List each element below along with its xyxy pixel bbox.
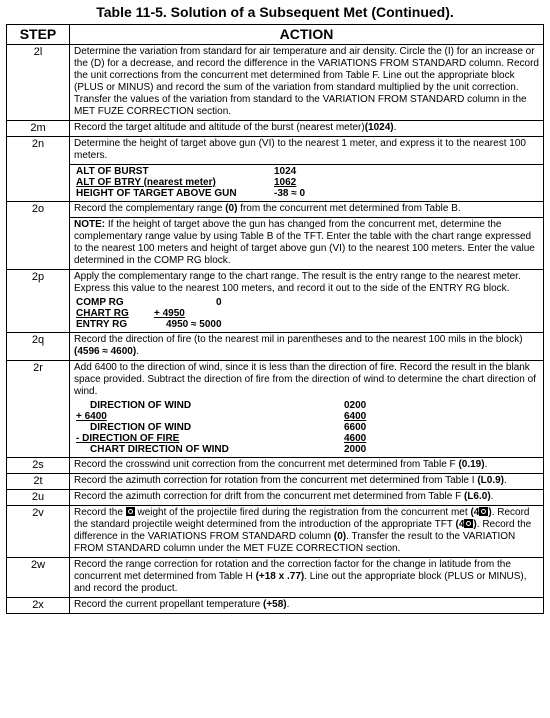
action-text-part: from the concurrent met determined from Table B. — [237, 203, 461, 214]
action-text — [70, 361, 544, 458]
table-row — [7, 361, 544, 458]
action-text-part: . Record the difference in the VARIATIONS FROM STANDARD column — [74, 519, 532, 542]
table-row — [7, 333, 544, 361]
action-value: (4 — [470, 507, 480, 518]
square-weight-symbol-icon — [464, 519, 473, 528]
step-number: 2n — [7, 137, 70, 202]
calc-label: COMP RG — [76, 297, 124, 308]
action-text-part: Record the — [74, 507, 126, 518]
note-label: NOTE: — [74, 219, 106, 230]
calc-value: 1062 — [274, 177, 297, 188]
action-text: Determine the variation from standard for air temperature and air density. Circle the (I) for an increase or the (D) for a decrease, and record the difference in the VARIATIONS FROM STANDARD column. Record the unit corrections from the concurrent met determined from Table F. Line out the appropriate block (PLUS or MINUS) and record the sum of the variation from standard multiplied by the unit correction. Transfer the values of the variation from standard to the VARIATION FROM STANDARD column in the MET FUZE CORRECTION section. — [70, 45, 544, 121]
calc-value: 4950 ≈ 5000 — [166, 319, 222, 330]
table-row — [7, 474, 544, 490]
action-value: ) — [488, 507, 492, 518]
calc-label: CHART RG — [76, 308, 129, 319]
action-text-part: weight of the projectile fired during the registration from the concurrent met — [134, 507, 471, 518]
action-value: (+18 x .77) — [255, 571, 305, 582]
action-text-part: . — [136, 346, 139, 357]
table-row — [7, 270, 544, 333]
action-value: (1024) — [364, 122, 394, 133]
action-value: (0) — [225, 203, 238, 214]
solution-table — [6, 24, 544, 614]
action-text-part: Record the target altitude and altitude of the burst (nearest meter) — [74, 122, 365, 133]
step-number: 2t — [7, 474, 70, 490]
step-number: 2w — [7, 558, 70, 598]
action-text-part: . Transfer the result to the VARIATION FROM STANDARD column under the MET FUZE CORRECTION section. — [74, 531, 516, 554]
action-text — [70, 490, 544, 506]
calc-label: CHART DIRECTION OF WIND — [90, 444, 229, 455]
action-text-part: Record the current propellant temperature — [74, 599, 263, 610]
action-text-part: . — [504, 475, 507, 486]
action-text — [70, 333, 544, 361]
calc-label: DIRECTION OF WIND — [90, 400, 192, 411]
calc-label: ALT OF BTRY (nearest meter) — [76, 177, 216, 188]
calc-label: - DIRECTION OF FIRE — [76, 433, 180, 444]
action-text — [70, 121, 544, 137]
height-calculation — [76, 166, 305, 199]
calc-label: ALT OF BURST — [76, 166, 149, 177]
action-text — [70, 202, 544, 218]
step-column-header: STEP — [7, 25, 70, 45]
action-value: (4596 ≈ 4600) — [74, 346, 137, 357]
action-text-part: . — [490, 491, 494, 502]
entry-range-calculation — [76, 297, 222, 330]
calc-label: ENTRY RG — [76, 319, 128, 330]
action-text — [70, 558, 544, 598]
step-number: 2q — [7, 333, 70, 361]
action-value: (L0.9) — [477, 475, 505, 486]
action-text-part: Record the direction of fire (to the nearest mil in parentheses and to the nearest 100 mils in the block) — [74, 334, 523, 345]
action-text-part: . Record the standard projectile weight determined from the introduction of the appropriate TFT — [74, 507, 530, 530]
action-text-part: Record the azimuth correction for rotation from the concurrent met determined from Table I — [74, 475, 478, 486]
action-value: ) — [473, 519, 477, 530]
step-number: 2v — [7, 506, 70, 558]
note-body: If the height of target above the gun has changed from the concurrent met, determine the complementary range value by using Table B of the TFT. Enter the table with the chart range expressed to the nearest 100 meters and height of target above gun (VI) to the nearest 100 meters. Enter the value determined in the COMP RG block. — [74, 219, 535, 266]
calc-value: + 4950 — [154, 308, 185, 319]
action-column-header: ACTION — [70, 25, 544, 45]
step-number: 2o — [7, 202, 70, 270]
table-row — [7, 121, 544, 137]
square-weight-symbol-icon — [126, 507, 135, 516]
header-row — [7, 25, 544, 45]
action-value: (0.19) — [458, 459, 485, 470]
table-row — [7, 165, 544, 202]
action-text-part: Add 6400 to the direction of wind, since it is less than the direction of fire. Record the result in the blank space provided. Subtract the direction of fire from the direction of wind to determine the chart direction of wind. — [74, 362, 536, 397]
action-text-part: . Line out the appropriate block (PLUS or MINUS), and record the product. — [74, 571, 527, 594]
table-row — [7, 45, 544, 121]
action-text — [70, 506, 544, 558]
action-text-part: . — [286, 599, 290, 610]
calc-value: -38 ≈ 0 — [274, 188, 306, 199]
table-row — [7, 506, 544, 558]
wind-direction-calculation — [76, 400, 366, 455]
step-number: 2u — [7, 490, 70, 506]
action-value: (0) — [333, 531, 347, 542]
table-row — [7, 458, 544, 474]
action-text-part: Record the range correction for rotation and the correction factor for the change in latitude from the concurrent met determined from Table H — [74, 559, 511, 582]
action-text-part: . — [393, 122, 397, 133]
action-text — [70, 598, 544, 614]
calc-label: DIRECTION OF WIND — [90, 422, 192, 433]
action-value: (+58) — [263, 599, 287, 610]
action-text-part: Record the crosswind unit correction from the concurrent met determined from Table F — [74, 459, 459, 470]
action-value: (4 — [455, 519, 465, 530]
step-number: 2x — [7, 598, 70, 614]
step-number: 2m — [7, 121, 70, 137]
step-number: 2r — [7, 361, 70, 458]
step-number: 2p — [7, 270, 70, 333]
calc-value: 1024 — [274, 166, 297, 177]
table-row — [7, 218, 544, 270]
action-text — [70, 458, 544, 474]
action-text — [70, 474, 544, 490]
action-text-part: Record the azimuth correction for drift from the concurrent met determined from Table F — [74, 491, 464, 502]
action-text-part: Apply the complementary range to the chart range. The result is the entry range to the nearest meter. Express this value to the nearest 100 meters, and record it out to the side of the ENTRY RG block. — [74, 271, 521, 294]
table-row — [7, 202, 544, 218]
table-row — [7, 558, 544, 598]
calc-value: 6400 — [344, 411, 367, 422]
calc-value: 6600 — [344, 422, 367, 433]
calculation-block — [70, 165, 544, 202]
calc-value: 0200 — [344, 400, 367, 411]
action-text-part: Record the complementary range — [74, 203, 226, 214]
action-value: (L6.0) — [463, 491, 491, 502]
action-text-part: . — [484, 459, 488, 470]
action-text: Determine the height of target above gun (VI) to the nearest 1 meter, and express it to the nearest 100 meters. — [70, 137, 544, 165]
table-title: Table 11-5. Solution of a Subsequent Met (Continued). — [96, 4, 454, 20]
table-row — [7, 598, 544, 614]
note-text — [70, 218, 544, 270]
calc-value: 2000 — [344, 444, 367, 455]
square-weight-symbol-icon — [479, 507, 488, 516]
step-number: 2l — [7, 45, 70, 121]
calc-label: HEIGHT OF TARGET ABOVE GUN — [76, 188, 237, 199]
action-text — [70, 270, 544, 333]
calc-label: + 6400 — [76, 411, 107, 422]
table-row — [7, 490, 544, 506]
calc-value: 4600 — [344, 433, 367, 444]
calc-value: 0 — [215, 297, 222, 308]
table-row — [7, 137, 544, 165]
step-number: 2s — [7, 458, 70, 474]
